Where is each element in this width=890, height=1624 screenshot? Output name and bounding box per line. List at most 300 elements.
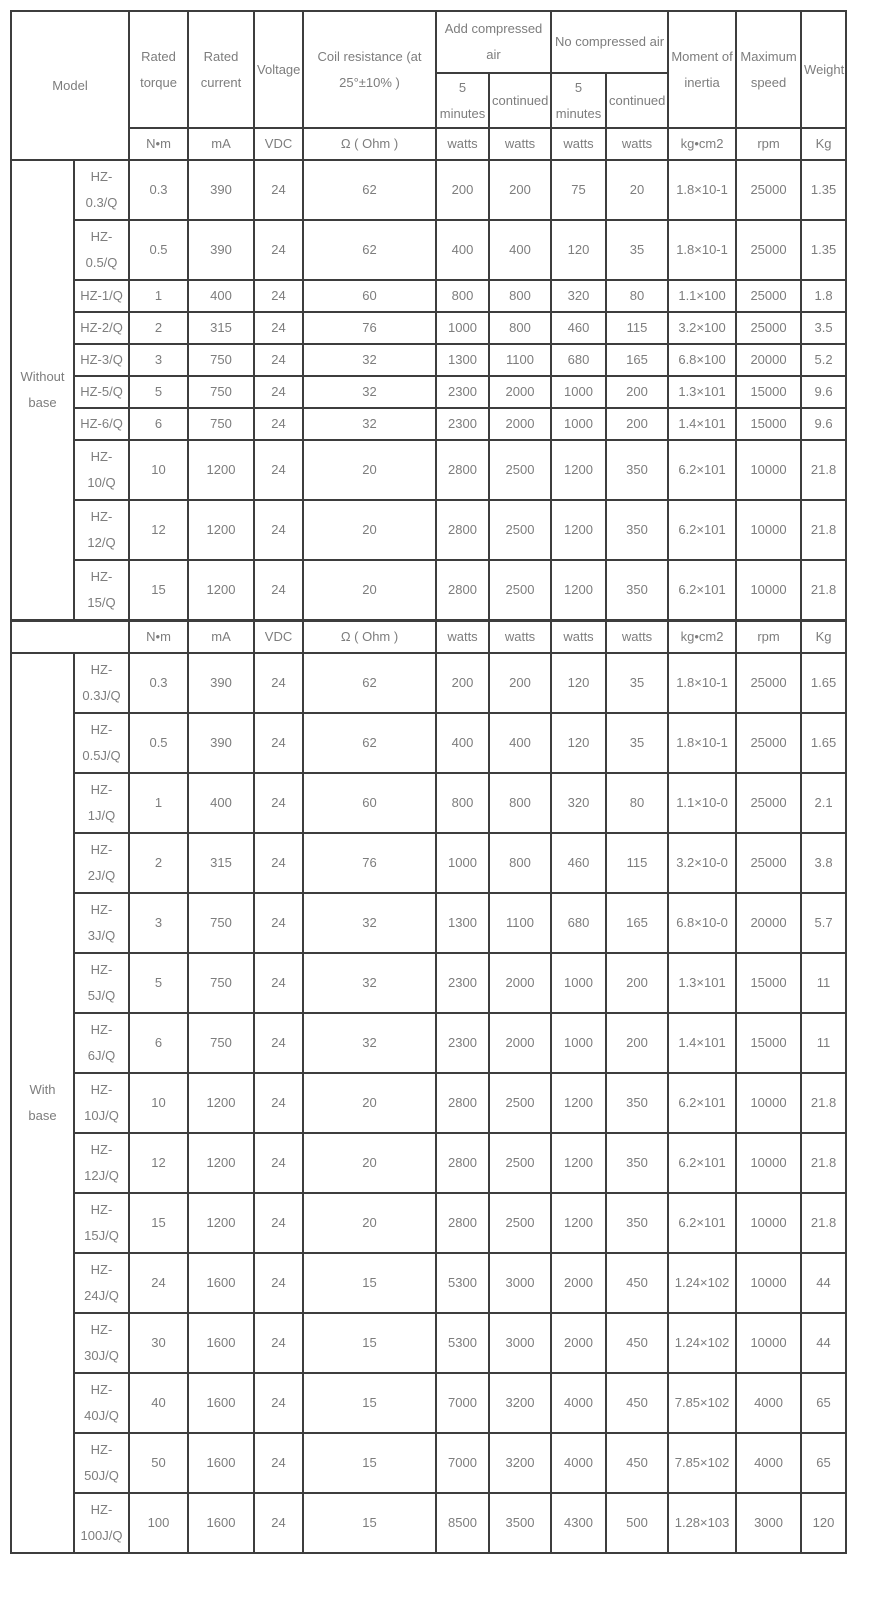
- value-cell: 3000: [736, 1493, 801, 1553]
- table-row: [11, 1013, 846, 1073]
- value-cell: 1600: [188, 1493, 254, 1553]
- value-cell: 10000: [736, 1313, 801, 1373]
- value-cell: 25000: [736, 653, 801, 713]
- value-cell: 5: [129, 376, 188, 408]
- value-cell: 350: [606, 440, 668, 500]
- value-cell: 1200: [551, 440, 606, 500]
- value-cell: 1.8×10-1: [668, 160, 736, 220]
- table-row: [11, 220, 846, 280]
- value-cell: 115: [606, 312, 668, 344]
- value-cell: 100: [129, 1493, 188, 1553]
- value-cell: 1200: [188, 560, 254, 620]
- unit-cell: watts: [489, 128, 551, 160]
- value-cell: 24: [129, 1253, 188, 1313]
- model-cell: HZ- 12/Q: [74, 500, 129, 560]
- header-add-5-minutes: 5 minutes: [436, 73, 489, 128]
- value-cell: 450: [606, 1253, 668, 1313]
- value-cell: 24: [254, 280, 303, 312]
- header-rated-torque: Rated torque: [129, 11, 188, 128]
- unit-cell: rpm: [736, 128, 801, 160]
- units-row-1: [11, 128, 846, 160]
- value-cell: 25000: [736, 312, 801, 344]
- value-cell: 7000: [436, 1373, 489, 1433]
- value-cell: 6.8×10-0: [668, 893, 736, 953]
- value-cell: 1000: [436, 833, 489, 893]
- model-cell: HZ-2/Q: [74, 312, 129, 344]
- unit-cell: mA: [188, 620, 254, 653]
- value-cell: 3: [129, 893, 188, 953]
- value-cell: 1300: [436, 344, 489, 376]
- value-cell: 44: [801, 1313, 846, 1373]
- value-cell: 15000: [736, 1013, 801, 1073]
- table-row: [11, 833, 846, 893]
- value-cell: 1.4×101: [668, 1013, 736, 1073]
- value-cell: 200: [606, 953, 668, 1013]
- value-cell: 3.8: [801, 833, 846, 893]
- value-cell: 800: [489, 773, 551, 833]
- value-cell: 21.8: [801, 1073, 846, 1133]
- value-cell: 5.7: [801, 893, 846, 953]
- model-cell: HZ-3/Q: [74, 344, 129, 376]
- value-cell: 120: [551, 713, 606, 773]
- unit-cell: Ω ( Ohm ): [303, 128, 436, 160]
- value-cell: 5300: [436, 1313, 489, 1373]
- value-cell: 21.8: [801, 560, 846, 620]
- value-cell: 1.3×101: [668, 953, 736, 1013]
- table-row: [11, 1433, 846, 1493]
- table-row: [11, 344, 846, 376]
- value-cell: 2.1: [801, 773, 846, 833]
- value-cell: 200: [606, 408, 668, 440]
- value-cell: 1200: [551, 1193, 606, 1253]
- unit-cell: watts: [551, 128, 606, 160]
- value-cell: 200: [436, 653, 489, 713]
- value-cell: 1600: [188, 1313, 254, 1373]
- value-cell: 7000: [436, 1433, 489, 1493]
- value-cell: 450: [606, 1433, 668, 1493]
- value-cell: 15: [303, 1313, 436, 1373]
- value-cell: 200: [489, 160, 551, 220]
- model-cell: HZ-5/Q: [74, 376, 129, 408]
- value-cell: 24: [254, 1313, 303, 1373]
- value-cell: 24: [254, 160, 303, 220]
- value-cell: 6.2×101: [668, 1073, 736, 1133]
- value-cell: 50: [129, 1433, 188, 1493]
- value-cell: 25000: [736, 713, 801, 773]
- value-cell: 315: [188, 833, 254, 893]
- value-cell: 350: [606, 560, 668, 620]
- value-cell: 750: [188, 1013, 254, 1073]
- value-cell: 1000: [551, 408, 606, 440]
- value-cell: 32: [303, 893, 436, 953]
- unit-cell: N•m: [129, 128, 188, 160]
- header-add-continued: continued: [489, 73, 551, 128]
- value-cell: 25000: [736, 160, 801, 220]
- value-cell: 24: [254, 560, 303, 620]
- value-cell: 5.2: [801, 344, 846, 376]
- value-cell: 80: [606, 773, 668, 833]
- value-cell: 1.28×103: [668, 1493, 736, 1553]
- value-cell: 1.35: [801, 160, 846, 220]
- value-cell: 0.5: [129, 713, 188, 773]
- value-cell: 20: [606, 160, 668, 220]
- value-cell: 10000: [736, 1133, 801, 1193]
- value-cell: 65: [801, 1433, 846, 1493]
- model-cell: HZ- 0.5/Q: [74, 220, 129, 280]
- model-cell: HZ- 15J/Q: [74, 1193, 129, 1253]
- value-cell: 2000: [489, 1013, 551, 1073]
- value-cell: 350: [606, 500, 668, 560]
- table-row: [11, 1313, 846, 1373]
- value-cell: 10: [129, 1073, 188, 1133]
- value-cell: 2: [129, 312, 188, 344]
- table-row: [11, 893, 846, 953]
- value-cell: 6.2×101: [668, 560, 736, 620]
- model-cell: HZ- 10J/Q: [74, 1073, 129, 1133]
- value-cell: 2500: [489, 560, 551, 620]
- model-cell: HZ-1/Q: [74, 280, 129, 312]
- value-cell: 165: [606, 344, 668, 376]
- value-cell: 1.3×101: [668, 376, 736, 408]
- table-row: [11, 500, 846, 560]
- value-cell: 450: [606, 1313, 668, 1373]
- value-cell: 8500: [436, 1493, 489, 1553]
- value-cell: 1.24×102: [668, 1313, 736, 1373]
- value-cell: 21.8: [801, 440, 846, 500]
- value-cell: 1.1×100: [668, 280, 736, 312]
- value-cell: 15: [303, 1493, 436, 1553]
- value-cell: 24: [254, 1253, 303, 1313]
- value-cell: 1.35: [801, 220, 846, 280]
- value-cell: 1.1×10-0: [668, 773, 736, 833]
- value-cell: 24: [254, 1493, 303, 1553]
- value-cell: 10000: [736, 1253, 801, 1313]
- value-cell: 120: [551, 653, 606, 713]
- value-cell: 15: [303, 1433, 436, 1493]
- value-cell: 200: [436, 160, 489, 220]
- value-cell: 400: [436, 220, 489, 280]
- value-cell: 6.8×100: [668, 344, 736, 376]
- unit-cell: Ω ( Ohm ): [303, 620, 436, 653]
- value-cell: 24: [254, 500, 303, 560]
- value-cell: 6.2×101: [668, 1193, 736, 1253]
- value-cell: 400: [188, 280, 254, 312]
- value-cell: 62: [303, 160, 436, 220]
- value-cell: 350: [606, 1073, 668, 1133]
- value-cell: 62: [303, 653, 436, 713]
- value-cell: 1100: [489, 893, 551, 953]
- value-cell: 2300: [436, 376, 489, 408]
- value-cell: 680: [551, 893, 606, 953]
- table-row: [11, 160, 846, 220]
- model-cell: HZ- 15/Q: [74, 560, 129, 620]
- value-cell: 750: [188, 376, 254, 408]
- unit-cell: watts: [606, 620, 668, 653]
- value-cell: 0.3: [129, 653, 188, 713]
- value-cell: 21.8: [801, 1133, 846, 1193]
- value-cell: 800: [436, 280, 489, 312]
- value-cell: 24: [254, 220, 303, 280]
- value-cell: 76: [303, 312, 436, 344]
- units-row-spacer: [11, 620, 129, 653]
- model-cell: HZ- 12J/Q: [74, 1133, 129, 1193]
- value-cell: 390: [188, 220, 254, 280]
- table-row: [11, 280, 846, 312]
- value-cell: 5300: [436, 1253, 489, 1313]
- value-cell: 3000: [489, 1253, 551, 1313]
- value-cell: 24: [254, 1373, 303, 1433]
- unit-cell: N•m: [129, 620, 188, 653]
- value-cell: 7.85×102: [668, 1433, 736, 1493]
- value-cell: 2800: [436, 500, 489, 560]
- value-cell: 400: [188, 773, 254, 833]
- value-cell: 2000: [551, 1313, 606, 1373]
- value-cell: 1600: [188, 1433, 254, 1493]
- value-cell: 1.65: [801, 653, 846, 713]
- value-cell: 15: [303, 1253, 436, 1313]
- value-cell: 800: [489, 312, 551, 344]
- value-cell: 1600: [188, 1373, 254, 1433]
- model-cell: HZ- 10/Q: [74, 440, 129, 500]
- value-cell: 32: [303, 953, 436, 1013]
- value-cell: 400: [436, 713, 489, 773]
- value-cell: 32: [303, 344, 436, 376]
- value-cell: 25000: [736, 220, 801, 280]
- value-cell: 460: [551, 312, 606, 344]
- value-cell: 315: [188, 312, 254, 344]
- value-cell: 1200: [188, 1133, 254, 1193]
- value-cell: 200: [489, 653, 551, 713]
- value-cell: 10000: [736, 1193, 801, 1253]
- value-cell: 1200: [551, 500, 606, 560]
- value-cell: 3000: [489, 1313, 551, 1373]
- value-cell: 24: [254, 376, 303, 408]
- header-row-top: [11, 11, 846, 73]
- header-rated-current: Rated current: [188, 11, 254, 128]
- value-cell: 2800: [436, 1193, 489, 1253]
- value-cell: 2: [129, 833, 188, 893]
- value-cell: 6: [129, 1013, 188, 1073]
- header-add-compressed-air: Add compressed air: [436, 11, 551, 73]
- value-cell: 15: [129, 560, 188, 620]
- value-cell: 2800: [436, 1133, 489, 1193]
- header-no-5-minutes: 5 minutes: [551, 73, 606, 128]
- unit-cell: kg•cm2: [668, 620, 736, 653]
- value-cell: 15000: [736, 953, 801, 1013]
- value-cell: 60: [303, 773, 436, 833]
- model-cell: HZ- 1J/Q: [74, 773, 129, 833]
- value-cell: 2000: [489, 408, 551, 440]
- model-cell: HZ- 100J/Q: [74, 1493, 129, 1553]
- model-cell: HZ- 6J/Q: [74, 1013, 129, 1073]
- value-cell: 390: [188, 160, 254, 220]
- value-cell: 20000: [736, 344, 801, 376]
- value-cell: 2300: [436, 408, 489, 440]
- unit-cell: VDC: [254, 620, 303, 653]
- value-cell: 20: [303, 560, 436, 620]
- value-cell: 0.5: [129, 220, 188, 280]
- value-cell: 3500: [489, 1493, 551, 1553]
- value-cell: 2800: [436, 440, 489, 500]
- value-cell: 20: [303, 440, 436, 500]
- model-cell: HZ- 50J/Q: [74, 1433, 129, 1493]
- value-cell: 40: [129, 1373, 188, 1433]
- value-cell: 15000: [736, 408, 801, 440]
- value-cell: 390: [188, 653, 254, 713]
- value-cell: 24: [254, 1433, 303, 1493]
- model-cell: HZ- 0.3/Q: [74, 160, 129, 220]
- value-cell: 500: [606, 1493, 668, 1553]
- value-cell: 1.8: [801, 280, 846, 312]
- value-cell: 24: [254, 312, 303, 344]
- value-cell: 2000: [489, 376, 551, 408]
- table-row: [11, 312, 846, 344]
- value-cell: 24: [254, 1013, 303, 1073]
- value-cell: 20: [303, 1193, 436, 1253]
- header-maximum-speed: Maximum speed: [736, 11, 801, 128]
- value-cell: 32: [303, 376, 436, 408]
- value-cell: 2500: [489, 1133, 551, 1193]
- value-cell: 15000: [736, 376, 801, 408]
- value-cell: 3: [129, 344, 188, 376]
- value-cell: 1000: [551, 953, 606, 1013]
- value-cell: 200: [606, 1013, 668, 1073]
- value-cell: 1200: [551, 1073, 606, 1133]
- value-cell: 1200: [188, 500, 254, 560]
- units-row-2: [11, 620, 846, 653]
- section-label-without-base: Without base: [11, 160, 74, 620]
- table-row: [11, 1193, 846, 1253]
- value-cell: 62: [303, 220, 436, 280]
- value-cell: 60: [303, 280, 436, 312]
- value-cell: 2000: [551, 1253, 606, 1313]
- value-cell: 390: [188, 713, 254, 773]
- value-cell: 4000: [736, 1433, 801, 1493]
- value-cell: 24: [254, 1133, 303, 1193]
- value-cell: 21.8: [801, 1193, 846, 1253]
- value-cell: 24: [254, 953, 303, 1013]
- value-cell: 20000: [736, 893, 801, 953]
- table-row: [11, 1133, 846, 1193]
- value-cell: 1000: [551, 1013, 606, 1073]
- value-cell: 165: [606, 893, 668, 953]
- value-cell: 21.8: [801, 500, 846, 560]
- value-cell: 62: [303, 713, 436, 773]
- header-weight: Weight: [801, 11, 846, 128]
- value-cell: 3.2×100: [668, 312, 736, 344]
- table-row: [11, 1253, 846, 1313]
- value-cell: 20: [303, 1073, 436, 1133]
- table-row: [11, 953, 846, 1013]
- table-row: [11, 1373, 846, 1433]
- value-cell: 1: [129, 280, 188, 312]
- value-cell: 11: [801, 953, 846, 1013]
- header-coil-resistance: Coil resistance (at 25°±10% ): [303, 11, 436, 128]
- value-cell: 1100: [489, 344, 551, 376]
- header-voltage: Voltage: [254, 11, 303, 128]
- unit-cell: watts: [436, 128, 489, 160]
- value-cell: 10000: [736, 1073, 801, 1133]
- value-cell: 320: [551, 773, 606, 833]
- model-cell: HZ-6/Q: [74, 408, 129, 440]
- table-row: [11, 440, 846, 500]
- value-cell: 1300: [436, 893, 489, 953]
- unit-cell: watts: [551, 620, 606, 653]
- value-cell: 10000: [736, 440, 801, 500]
- value-cell: 4000: [551, 1373, 606, 1433]
- value-cell: 800: [436, 773, 489, 833]
- header-no-continued: continued: [606, 73, 668, 128]
- value-cell: 1200: [188, 1073, 254, 1133]
- value-cell: 2000: [489, 953, 551, 1013]
- value-cell: 2300: [436, 1013, 489, 1073]
- value-cell: 1.24×102: [668, 1253, 736, 1313]
- value-cell: 25000: [736, 773, 801, 833]
- value-cell: 200: [606, 376, 668, 408]
- value-cell: 1.8×10-1: [668, 713, 736, 773]
- value-cell: 24: [254, 1193, 303, 1253]
- table-row: [11, 560, 846, 620]
- spec-table: [10, 10, 847, 1554]
- value-cell: 4000: [551, 1433, 606, 1493]
- value-cell: 32: [303, 1013, 436, 1073]
- value-cell: 1200: [551, 1133, 606, 1193]
- value-cell: 10000: [736, 500, 801, 560]
- value-cell: 3200: [489, 1433, 551, 1493]
- value-cell: 24: [254, 344, 303, 376]
- value-cell: 35: [606, 220, 668, 280]
- value-cell: 24: [254, 833, 303, 893]
- unit-cell: Kg: [801, 620, 846, 653]
- value-cell: 800: [489, 280, 551, 312]
- value-cell: 6.2×101: [668, 1133, 736, 1193]
- value-cell: 4000: [736, 1373, 801, 1433]
- value-cell: 4300: [551, 1493, 606, 1553]
- value-cell: 12: [129, 500, 188, 560]
- spec-table-body: [11, 160, 846, 1553]
- value-cell: 1200: [188, 1193, 254, 1253]
- table-row: [11, 713, 846, 773]
- value-cell: 2500: [489, 1073, 551, 1133]
- value-cell: 15: [303, 1373, 436, 1433]
- value-cell: 120: [801, 1493, 846, 1553]
- value-cell: 115: [606, 833, 668, 893]
- value-cell: 680: [551, 344, 606, 376]
- model-cell: HZ- 5J/Q: [74, 953, 129, 1013]
- value-cell: 76: [303, 833, 436, 893]
- value-cell: 15: [129, 1193, 188, 1253]
- value-cell: 750: [188, 408, 254, 440]
- value-cell: 1200: [188, 440, 254, 500]
- value-cell: 1600: [188, 1253, 254, 1313]
- value-cell: 400: [489, 713, 551, 773]
- value-cell: 11: [801, 1013, 846, 1073]
- header-moment-of-inertia: Moment of inertia: [668, 11, 736, 128]
- table-row: [11, 408, 846, 440]
- value-cell: 750: [188, 893, 254, 953]
- value-cell: 800: [489, 833, 551, 893]
- value-cell: 9.6: [801, 408, 846, 440]
- header-no-compressed-air: No compressed air: [551, 11, 668, 73]
- value-cell: 7.85×102: [668, 1373, 736, 1433]
- unit-cell: rpm: [736, 620, 801, 653]
- value-cell: 2500: [489, 440, 551, 500]
- value-cell: 24: [254, 440, 303, 500]
- model-cell: HZ- 2J/Q: [74, 833, 129, 893]
- value-cell: 10: [129, 440, 188, 500]
- unit-cell: watts: [606, 128, 668, 160]
- value-cell: 24: [254, 893, 303, 953]
